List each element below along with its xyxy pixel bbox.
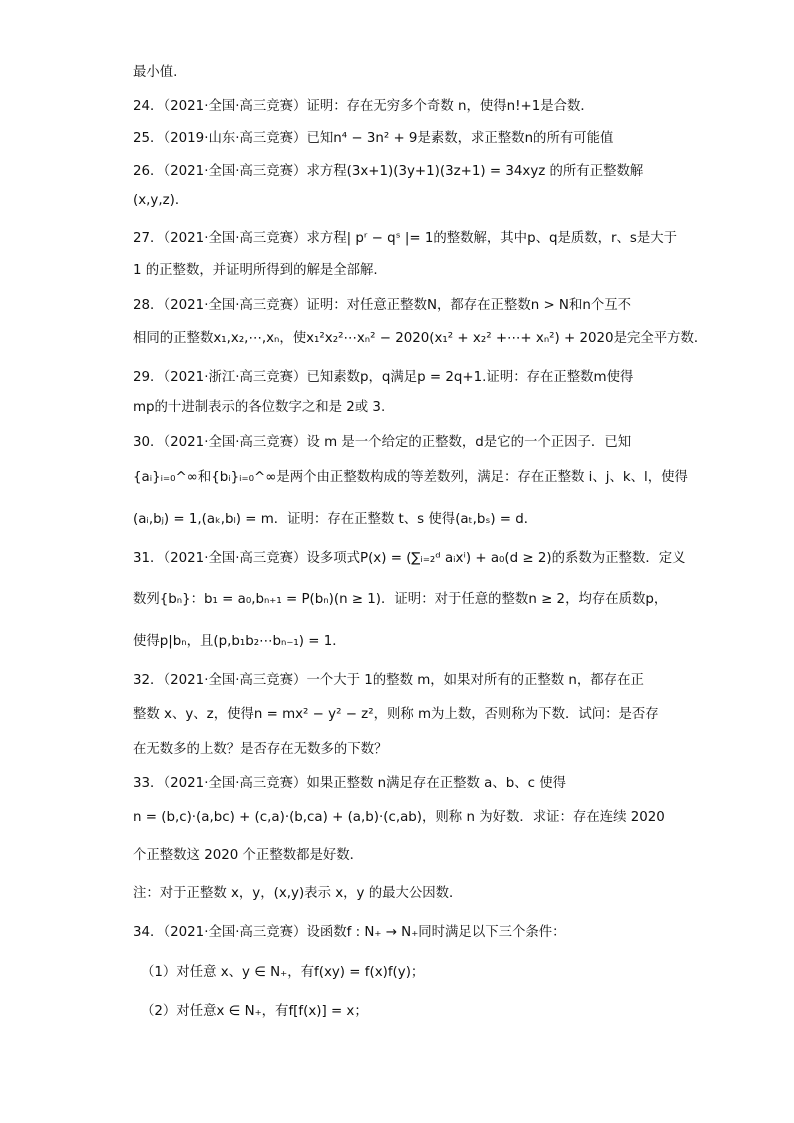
problem-32: 32．（2021·全国·高三竞赛）一个大于 1的整数 m，如果对所有的正整数 n，都存在正: [133, 673, 644, 688]
condition-1: （1）对任意 x、y ∈ N₊，有f(xy) = f(x)f(y)；: [141, 965, 425, 980]
note: 注：对于正整数 x，y，(x,y)表示 x，y 的最大公因数．: [133, 886, 463, 901]
text-line: 使得p|bₙ，且(p,b₁b₂⋯bₙ₋₁) = 1．: [133, 634, 346, 649]
text-line: 数列{bₙ}：b₁ = a₀,bₙ₊₁ = P(bₙ)(n ≥ 1)．证明：对于任意的整数n ≥ 2，均存在质数p，: [133, 592, 668, 607]
text-line: 整数 x、y、z，使得n = mx² − y² − z²，则称 m为上数，否则称为下数．试问：是否存: [133, 707, 659, 722]
text-line: 在无数多的上数？是否存在无数多的下数？: [133, 742, 388, 757]
problem-26: 26．（2021·全国·高三竞赛）求方程(3x+1)(3y+1)(3z+1) = 34xyz 的所有正整数解: [133, 164, 644, 179]
text-line: {aᵢ}ᵢ₌₀^∞和{bᵢ}ᵢ₌₀^∞是两个由正整数构成的等差数列，满足：存在正整数 i、j、k、l，使得: [133, 470, 688, 485]
problem-28: 28．（2021·全国·高三竞赛）证明：对任意正整数N，都存在正整数n > N和n个互不: [133, 298, 631, 313]
problem-29: 29．（2021·浙江·高三竞赛）已知素数p，q满足p = 2q+1.证明：存在正整数m使得: [133, 370, 634, 385]
text-line: 1 的正整数，并证明所得到的解是全部解.: [133, 263, 378, 278]
problem-33: 33．（2021·全国·高三竞赛）如果正整数 n满足存在正整数 a、b、c 使得: [133, 776, 567, 791]
problem-25: 25．（2019·山东·高三竞赛）已知n⁴ − 3n² + 9是素数，求正整数n的所有可能值: [133, 131, 614, 146]
problem-24: 24．（2021·全国·高三竞赛）证明：存在无穷多个奇数 n，使得n!+1是合数．: [133, 99, 594, 114]
text-line: mp的十进制表示的各位数字之和是 2或 3.: [133, 400, 386, 415]
text-line: (aᵢ,bⱼ) = 1,(aₖ,bₗ) = m．证明：存在正整数 t、s 使得(aₜ,bₛ) = d．: [133, 512, 538, 527]
text-line: 个正整数这 2020 个正整数都是好数．: [133, 848, 364, 863]
text-line: 相同的正整数x₁,x₂,⋯,xₙ，使x₁²x₂²⋯xₙ² − 2020(x₁² + x₂² +⋯+ xₙ²) + 2020是完全平方数．: [133, 331, 708, 346]
text-line: (x,y,z)．: [133, 193, 189, 208]
text-line: n = (b,c)·(a,bc) + (c,a)·(b,ca) + (a,b)·(c,ab)，则称 n 为好数．求证：存在连续 2020: [133, 810, 665, 825]
problem-34: 34．（2021·全国·高三竞赛）设函数f : N₊ → N₊同时满足以下三个条件：: [133, 925, 566, 940]
text-line: 最小值.: [133, 65, 178, 80]
problem-31: 31．（2021·全国·高三竞赛）设多项式P(x) = (∑ᵢ₌₂ᵈ aᵢxⁱ) + a₀(d ≥ 2)的系数为正整数．定义: [133, 551, 686, 566]
problem-27: 27．（2021·全国·高三竞赛）求方程| pʳ − qˢ |= 1的整数解，其中p、q是质数，r、s是大于: [133, 231, 678, 246]
condition-2: （2）对任意x ∈ N₊，有f[f(x)] = x；: [141, 1004, 368, 1019]
problem-30: 30．（2021·全国·高三竞赛）设 m 是一个给定的正整数，d是它的一个正因子．已知: [133, 435, 632, 450]
